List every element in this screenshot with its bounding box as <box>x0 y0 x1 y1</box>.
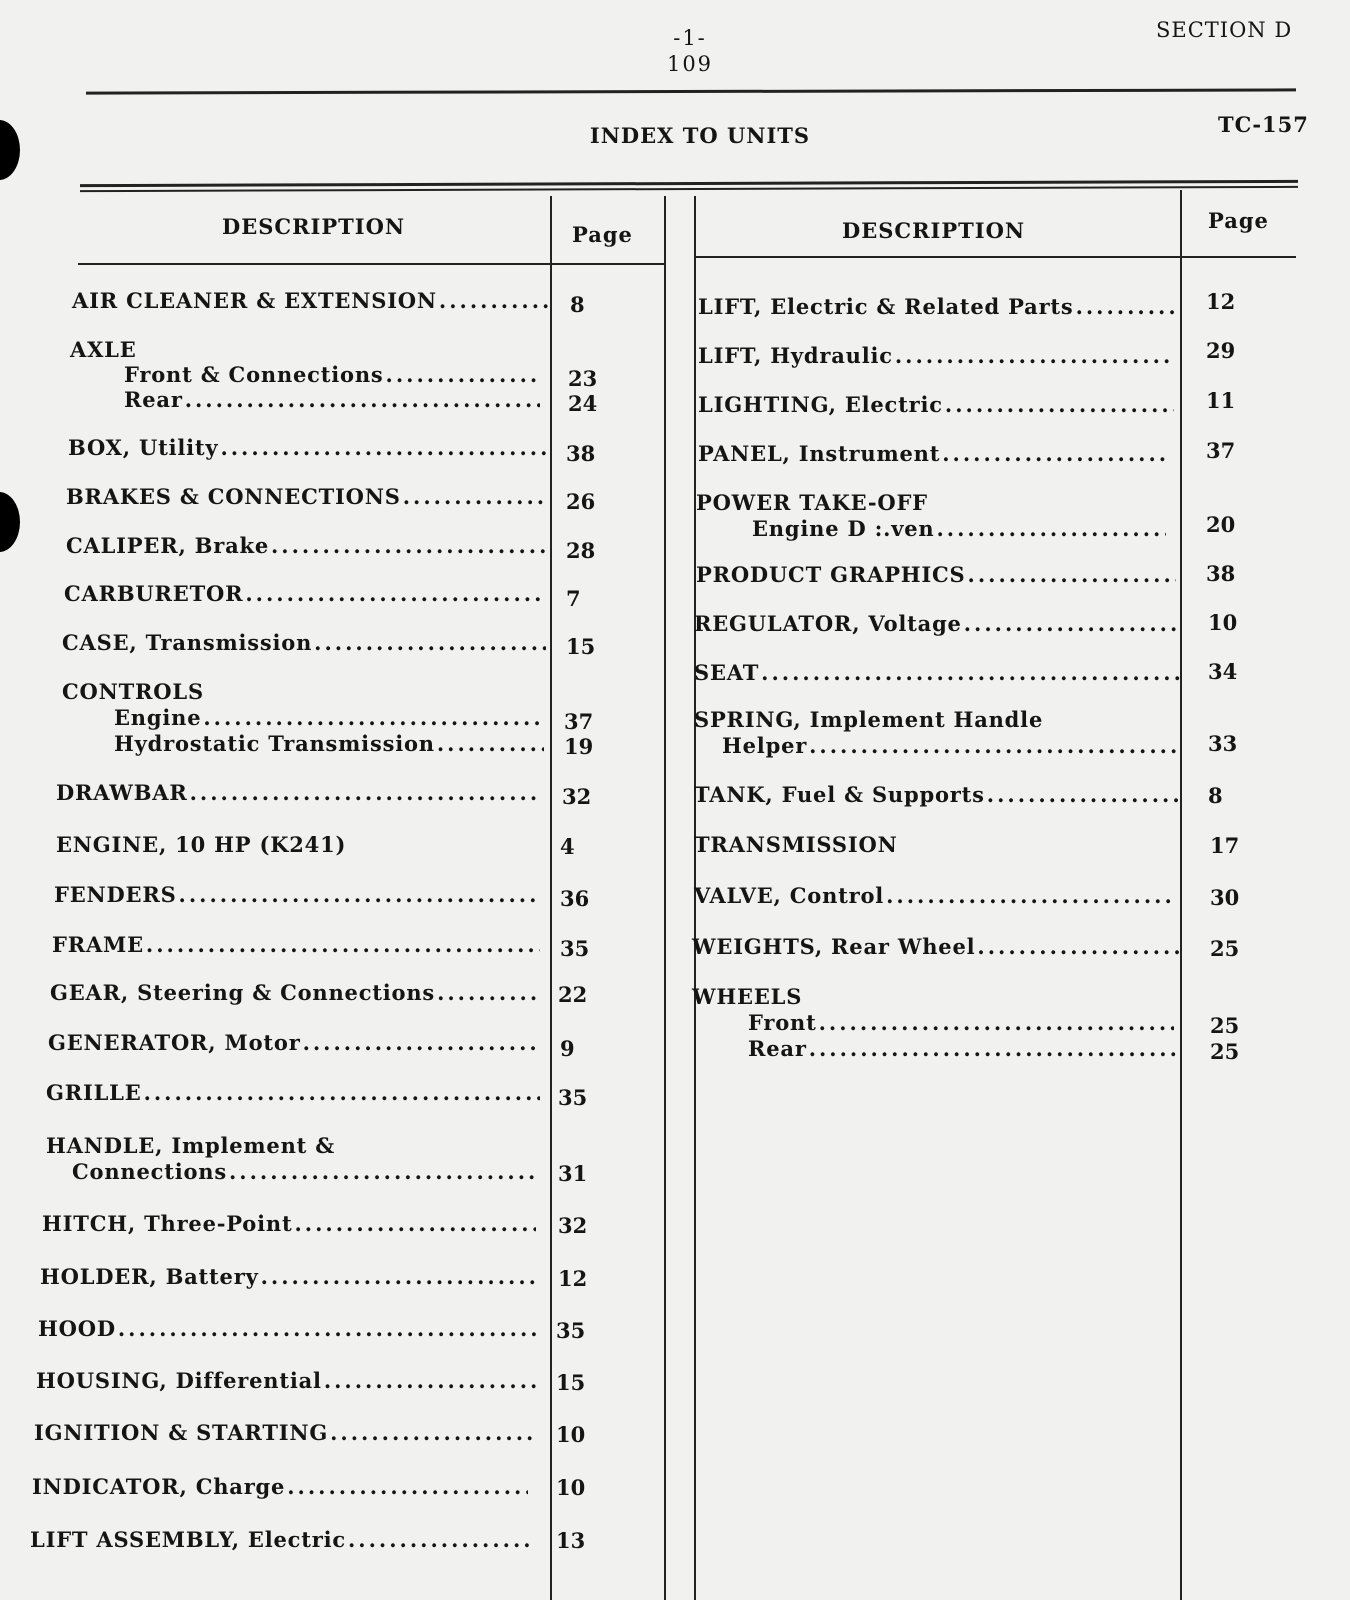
index-entry <box>694 660 1182 686</box>
index-entry <box>114 705 544 731</box>
entry-page-number: 25 <box>1210 1039 1240 1064</box>
entry-page-number: 12 <box>558 1266 588 1291</box>
entry-page-number: 7 <box>566 586 581 611</box>
dot-leader <box>437 731 544 757</box>
index-entry <box>38 1316 538 1342</box>
entry-label: GENERATOR, Motor <box>48 1030 301 1055</box>
index-entry <box>46 1133 536 1185</box>
entry-label: CALIPER, Brake <box>66 533 269 558</box>
dot-leader <box>809 733 1182 759</box>
entry-label: CARBURETOR <box>64 581 244 606</box>
entry-label: INDICATOR, Charge <box>32 1474 286 1499</box>
entry-label: BOX, Utility <box>68 435 219 460</box>
column-divider <box>550 196 552 1600</box>
entry-label: AXLE <box>70 337 137 362</box>
entry-page-number: 31 <box>558 1161 588 1186</box>
index-entry <box>72 288 550 314</box>
entry-label: HITCH, Three-Point <box>42 1211 293 1236</box>
dot-leader <box>1076 294 1176 320</box>
entry-page-number: 4 <box>560 834 575 859</box>
index-entry <box>698 392 1174 418</box>
dot-leader <box>271 533 546 559</box>
entry-label: AIR CLEANER & EXTENSION <box>72 288 437 313</box>
entry-page-number: 24 <box>568 391 598 416</box>
entry-label: POWER TAKE-OFF <box>696 490 928 515</box>
entry-page-number: 23 <box>568 366 598 391</box>
entry-label: HOOD <box>38 1316 116 1341</box>
entry-label: Engine D :.ven <box>752 516 935 541</box>
entry-label: WHEELS <box>692 984 803 1009</box>
entry-page-number: 19 <box>564 734 594 759</box>
dot-leader <box>819 1010 1174 1036</box>
index-entry <box>46 1080 540 1106</box>
index-entry <box>698 343 1172 369</box>
entry-label: Connections <box>72 1159 227 1184</box>
entry-page-number: 30 <box>1210 885 1240 910</box>
dot-leader <box>895 343 1172 369</box>
page-code: 109 <box>666 52 714 76</box>
entry-label: LIFT, Electric & Related Parts <box>698 294 1074 319</box>
entry-page-number: 10 <box>556 1422 586 1447</box>
entry-page-number: 34 <box>1208 659 1238 684</box>
index-entry <box>48 1030 538 1056</box>
entry-page-number: 12 <box>1206 289 1236 314</box>
entry-page-number: 28 <box>566 538 596 563</box>
section-label: SECTION D <box>1156 18 1293 42</box>
entry-label: LIFT ASSEMBLY, Electric <box>30 1527 346 1552</box>
index-entry <box>748 1010 1174 1036</box>
left-page-header: Page <box>572 222 633 247</box>
page-title: INDEX TO UNITS <box>589 123 811 148</box>
left-description-header: DESCRIPTION <box>222 214 406 239</box>
dot-leader <box>964 611 1176 637</box>
dot-leader <box>245 581 546 607</box>
entry-page-number: 29 <box>1206 338 1236 363</box>
entry-page-number: 17 <box>1210 833 1240 858</box>
index-entry <box>30 1527 530 1553</box>
dot-leader <box>179 882 540 908</box>
entry-label: REGULATOR, Voltage <box>694 611 962 636</box>
entry-page-number: 26 <box>566 489 596 514</box>
dot-leader <box>303 1030 538 1056</box>
index-entry <box>696 490 1166 542</box>
index-entry <box>66 533 546 559</box>
entry-label: LIFT, Hydraulic <box>698 343 893 368</box>
entry-page-number: 13 <box>556 1528 586 1553</box>
index-entry <box>70 337 137 363</box>
entry-label: HOLDER, Battery <box>40 1264 259 1289</box>
index-entry <box>62 679 204 705</box>
entry-page-number: 15 <box>566 634 596 659</box>
entry-page-number: 37 <box>564 709 594 734</box>
binder-hole <box>0 120 20 180</box>
index-entry <box>124 362 540 388</box>
dot-leader <box>118 1316 538 1342</box>
entry-label: VALVE, Control <box>694 883 885 908</box>
entry-page-number: 32 <box>562 784 592 809</box>
index-entry <box>40 1264 538 1290</box>
index-entry <box>52 932 540 958</box>
dot-leader <box>348 1527 530 1553</box>
dot-leader <box>294 1211 536 1237</box>
entry-label: CONTROLS <box>62 679 204 704</box>
entry-page-number: 25 <box>1210 936 1240 961</box>
dot-leader <box>229 1159 536 1185</box>
index-entry <box>64 581 546 607</box>
index-entry <box>34 1420 534 1446</box>
dot-leader <box>977 934 1182 960</box>
entry-label: WEIGHTS, Rear Wheel <box>692 934 976 959</box>
index-entry <box>62 630 546 656</box>
dot-leader <box>945 392 1174 418</box>
index-entry <box>50 980 536 1006</box>
index-entry <box>56 832 346 858</box>
entry-page-number: 38 <box>566 441 596 466</box>
entry-label: Hydrostatic Transmission <box>114 731 435 756</box>
column-divider <box>1180 190 1182 1600</box>
entry-label: FENDERS <box>54 882 177 907</box>
index-entry <box>124 387 540 413</box>
entry-page-number: 10 <box>1208 610 1238 635</box>
dot-leader <box>968 562 1176 588</box>
table-top-rule <box>80 186 1298 192</box>
index-entry <box>54 882 540 908</box>
index-entry <box>36 1368 536 1394</box>
dot-leader <box>261 1264 538 1290</box>
index-entry <box>694 832 898 858</box>
page-number: -1- <box>673 26 707 50</box>
dot-leader <box>886 883 1174 909</box>
index-entry <box>748 1036 1180 1062</box>
right-description-header: DESCRIPTION <box>842 218 1026 243</box>
entry-label: SEAT <box>694 660 760 685</box>
entry-label: TRANSMISSION <box>694 832 898 857</box>
entry-label: CASE, Transmission <box>62 630 313 655</box>
dot-leader <box>386 362 540 388</box>
entry-label: DRAWBAR <box>56 780 188 805</box>
entry-page-number: 35 <box>560 936 590 961</box>
dot-leader <box>439 288 550 314</box>
entry-label: PANEL, Instrument <box>698 441 941 466</box>
index-entry <box>68 435 548 461</box>
entry-page-number: 35 <box>558 1085 588 1110</box>
dot-leader <box>403 484 548 510</box>
entry-label: Front & Connections <box>124 362 384 387</box>
header-rule <box>86 88 1296 94</box>
entry-label: BRAKES & CONNECTIONS <box>66 484 401 509</box>
dot-leader <box>942 441 1170 467</box>
doc-code: TC-157 <box>1218 112 1309 137</box>
entry-page-number: 25 <box>1210 1013 1240 1038</box>
index-entry <box>692 984 802 1010</box>
entry-page-number: 10 <box>556 1475 586 1500</box>
column-divider <box>664 196 666 1600</box>
entry-label: ENGINE, 10 HP (K241) <box>56 832 347 857</box>
dot-leader <box>190 780 540 806</box>
index-entry <box>694 611 1176 637</box>
index-entry <box>692 934 1182 960</box>
entry-label: Helper <box>722 733 808 758</box>
dot-leader <box>220 435 548 461</box>
entry-page-number: 33 <box>1208 731 1238 756</box>
entry-label: IGNITION & STARTING <box>34 1420 329 1445</box>
entry-page-number: 37 <box>1206 438 1236 463</box>
index-entry <box>66 484 548 510</box>
entry-label: Rear <box>748 1036 807 1061</box>
index-entry <box>32 1474 528 1500</box>
dot-leader <box>146 932 540 958</box>
entry-page-number: 8 <box>1208 783 1223 808</box>
dot-leader <box>324 1368 536 1394</box>
entry-page-number: 8 <box>570 292 585 317</box>
entry-label: HOUSING, Differential <box>36 1368 322 1393</box>
entry-page-number: 36 <box>560 886 590 911</box>
index-entry <box>42 1211 536 1237</box>
dot-leader <box>937 516 1167 542</box>
dot-leader <box>761 660 1182 686</box>
index-entry <box>114 731 544 757</box>
index-entry <box>698 441 1170 467</box>
entry-label: GEAR, Steering & Connections <box>50 980 436 1005</box>
entry-label: LIGHTING, Electric <box>698 392 943 417</box>
entry-label: Front <box>748 1010 817 1035</box>
dot-leader <box>144 1080 540 1106</box>
entry-page-number: 20 <box>1206 512 1236 537</box>
entry-page-number: 11 <box>1206 388 1236 413</box>
index-entry <box>56 780 540 806</box>
entry-page-number: 32 <box>558 1213 588 1238</box>
index-entry <box>698 294 1176 320</box>
entry-label: TANK, Fuel & Supports <box>694 782 985 807</box>
entry-label: HANDLE, Implement & <box>46 1133 336 1158</box>
entry-page-number: 38 <box>1206 561 1236 586</box>
header-underline-left <box>78 263 664 265</box>
entry-page-number: 9 <box>560 1036 575 1061</box>
dot-leader <box>287 1474 528 1500</box>
dot-leader <box>437 980 536 1006</box>
entry-label: SPRING, Implement Handle <box>694 707 1044 732</box>
dot-leader <box>203 705 544 731</box>
dot-leader <box>185 387 540 413</box>
dot-leader <box>314 630 546 656</box>
index-entry <box>696 562 1176 588</box>
index-entry <box>694 707 1182 759</box>
entry-label: FRAME <box>52 932 144 957</box>
entry-page-number: 15 <box>556 1370 586 1395</box>
binder-hole <box>0 492 20 552</box>
dot-leader <box>330 1420 534 1446</box>
dot-leader <box>809 1036 1180 1062</box>
index-entry <box>694 883 1174 909</box>
entry-label: Rear <box>124 387 183 412</box>
entry-label: GRILLE <box>46 1080 142 1105</box>
entry-label: Engine <box>114 705 202 730</box>
right-page-header: Page <box>1208 208 1269 233</box>
header-underline-right <box>694 256 1296 258</box>
dot-leader <box>987 782 1180 808</box>
index-entry <box>694 782 1180 808</box>
entry-page-number: 35 <box>556 1318 586 1343</box>
entry-page-number: 22 <box>558 982 588 1007</box>
entry-label: PRODUCT GRAPHICS <box>696 562 966 587</box>
